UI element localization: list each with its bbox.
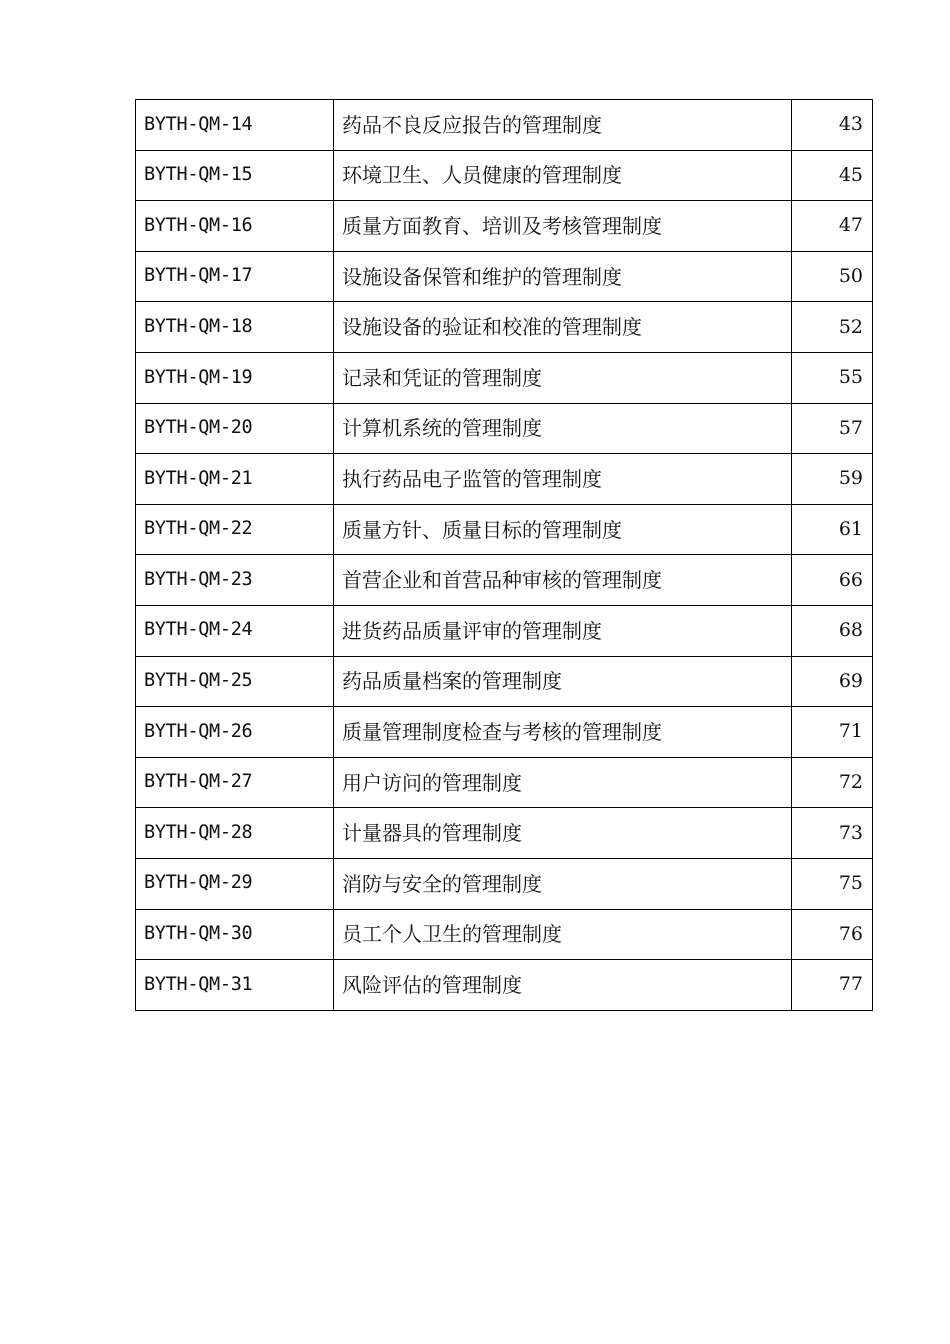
row-code: BYTH-QM-24 [136,605,334,656]
table-row [136,150,873,201]
row-title: 设施设备保管和维护的管理制度 [334,251,792,302]
row-code: BYTH-QM-23 [136,555,334,606]
table-row [136,909,873,960]
row-title: 质量方面教育、培训及考核管理制度 [334,201,792,252]
row-code: BYTH-QM-25 [136,656,334,707]
row-title: 消防与安全的管理制度 [334,858,792,909]
row-page-number: 73 [792,808,873,859]
row-title: 执行药品电子监管的管理制度 [334,454,792,505]
row-code: BYTH-QM-28 [136,808,334,859]
row-page-number: 75 [792,858,873,909]
row-code: BYTH-QM-29 [136,858,334,909]
row-page-number: 72 [792,757,873,808]
row-page-number: 52 [792,302,873,353]
row-page-number: 71 [792,707,873,758]
table-row [136,808,873,859]
row-title: 风险评估的管理制度 [334,960,792,1011]
row-code: BYTH-QM-17 [136,251,334,302]
row-page-number: 43 [792,100,873,151]
row-code: BYTH-QM-19 [136,352,334,403]
table-row [136,555,873,606]
table-row [136,960,873,1011]
row-code: BYTH-QM-22 [136,504,334,555]
row-title: 质量管理制度检查与考核的管理制度 [334,707,792,758]
row-page-number: 61 [792,504,873,555]
table-row [136,302,873,353]
row-code: BYTH-QM-16 [136,201,334,252]
row-code: BYTH-QM-27 [136,757,334,808]
table-row [136,605,873,656]
table-row [136,201,873,252]
row-code: BYTH-QM-30 [136,909,334,960]
table-row [136,403,873,454]
row-page-number: 50 [792,251,873,302]
table-row [136,251,873,302]
row-title: 首营企业和首营品种审核的管理制度 [334,555,792,606]
table-row [136,656,873,707]
toc-body [136,100,873,1011]
row-title: 环境卫生、人员健康的管理制度 [334,150,792,201]
row-title: 质量方针、质量目标的管理制度 [334,504,792,555]
table-row [136,858,873,909]
row-title: 药品不良反应报告的管理制度 [334,100,792,151]
row-page-number: 68 [792,605,873,656]
row-title: 药品质量档案的管理制度 [334,656,792,707]
row-title: 计量器具的管理制度 [334,808,792,859]
row-code: BYTH-QM-20 [136,403,334,454]
row-page-number: 76 [792,909,873,960]
row-title: 设施设备的验证和校准的管理制度 [334,302,792,353]
row-code: BYTH-QM-21 [136,454,334,505]
row-page-number: 59 [792,454,873,505]
row-title: 进货药品质量评审的管理制度 [334,605,792,656]
row-code: BYTH-QM-18 [136,302,334,353]
table-row [136,352,873,403]
row-title: 用户访问的管理制度 [334,757,792,808]
toc-table [135,99,873,1011]
row-page-number: 69 [792,656,873,707]
row-code: BYTH-QM-15 [136,150,334,201]
row-code: BYTH-QM-31 [136,960,334,1011]
row-page-number: 47 [792,201,873,252]
table-row [136,454,873,505]
table-row [136,707,873,758]
row-page-number: 57 [792,403,873,454]
row-page-number: 55 [792,352,873,403]
row-title: 员工个人卫生的管理制度 [334,909,792,960]
table-row [136,757,873,808]
table-row [136,100,873,151]
row-code: BYTH-QM-26 [136,707,334,758]
row-title: 计算机系统的管理制度 [334,403,792,454]
row-page-number: 77 [792,960,873,1011]
row-page-number: 45 [792,150,873,201]
row-page-number: 66 [792,555,873,606]
table-row [136,504,873,555]
row-code: BYTH-QM-14 [136,100,334,151]
row-title: 记录和凭证的管理制度 [334,352,792,403]
